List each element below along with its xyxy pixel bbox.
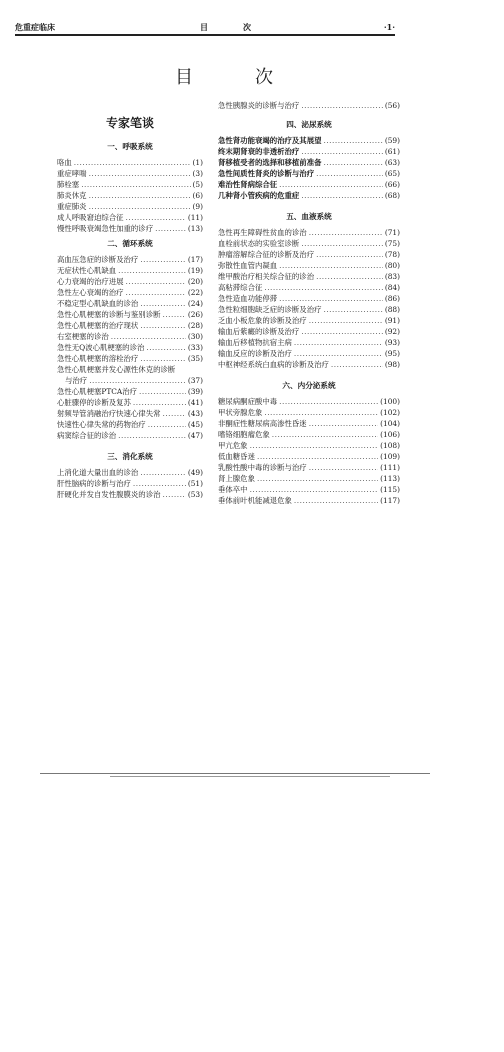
toc-entry[interactable]: 输血后移植物抗宿主病 ..... (93) [218, 337, 400, 348]
dot-leader [250, 440, 379, 451]
dot-leader [74, 157, 191, 168]
part-title-respiratory: 一、呼吸系统 [107, 142, 153, 151]
dot-leader [162, 489, 185, 500]
dot-leader [279, 293, 383, 304]
dot-leader [133, 478, 186, 489]
dot-leader [118, 430, 186, 441]
dot-leader [89, 168, 191, 179]
dot-leader [89, 190, 191, 201]
toc-entry[interactable]: 快速性心律失常的药物治疗 ..... (45) [57, 419, 203, 430]
dot-leader [301, 100, 383, 111]
running-header [15, 20, 395, 35]
toc-entry[interactable]: 急性左心衰竭的治疗 ..... (22) [57, 287, 203, 298]
dot-leader [279, 396, 378, 407]
dot-leader [89, 375, 186, 386]
toc-list-urinary [218, 135, 400, 201]
dot-leader [139, 386, 186, 397]
dot-leader [89, 201, 191, 212]
toc-entry[interactable]: 急性胰腺炎的诊断与治疗 ..... (56) [218, 100, 400, 111]
toc-entry[interactable]: 急性造血功能停滞 ..... (86) [218, 293, 400, 304]
toc-entry[interactable]: 心力衰竭的治疗进展 ..... (20) [57, 276, 203, 287]
dot-leader [148, 419, 186, 430]
dot-leader [309, 462, 378, 473]
dot-leader [146, 342, 185, 353]
dot-leader [140, 467, 186, 478]
toc-entry[interactable]: 急性间质性肾炎的诊断与治疗 ..... (65) [218, 168, 400, 179]
dot-leader [81, 179, 190, 190]
page-title-char-1: 目 [175, 67, 195, 88]
toc-entry[interactable]: 急性再生障碍性贫血的诊治 ..... (71) [218, 227, 400, 238]
toc-entry[interactable]: 几种肾小管疾病的危重症 ..... (68) [218, 190, 400, 201]
toc-entry[interactable]: 垂体卒中 ..... (115) [218, 484, 400, 495]
page-number: ·1· [383, 22, 395, 32]
bottom-rule [40, 773, 430, 774]
dot-leader [250, 484, 379, 495]
toc-entry[interactable]: 难治性肾病综合征 ..... (66) [218, 179, 400, 190]
dot-leader [133, 397, 186, 408]
toc-entry[interactable]: 弥散性血管内凝血 ..... (80) [218, 260, 400, 271]
page-title [175, 63, 275, 89]
dot-leader [323, 135, 382, 146]
toc-entry[interactable]: 甲状旁腺危象 ..... (102) [218, 407, 400, 418]
dot-leader [264, 282, 382, 293]
toc-entry[interactable]: 嗜铬细胞瘤危象 ..... (106) [218, 429, 400, 440]
part-title-circulatory: 二、循环系统 [107, 239, 153, 248]
toc-entry[interactable]: 肝性脑病的诊断与治疗 ..... (51) [57, 478, 203, 489]
toc-entry[interactable]: 不稳定型心肌缺血的诊治 ..... (24) [57, 298, 203, 309]
toc-entry[interactable]: 非酮症性糖尿病高渗性昏迷 ..... (104) [218, 418, 400, 429]
toc-entry[interactable]: 急性粒细胞缺乏症的诊断及治疗 ..... (88) [218, 304, 400, 315]
toc-list-digestive [57, 467, 203, 500]
dot-leader [331, 359, 383, 370]
dot-leader [126, 212, 186, 223]
toc-entry[interactable]: 心脏骤停的诊断及复苏 ..... (41) [57, 397, 203, 408]
toc-entry[interactable]: 重症肺炎 ..... (9) [57, 201, 203, 212]
toc-entry[interactable]: 急性心肌梗塞的治疗现状 ..... (28) [57, 320, 203, 331]
dot-leader [162, 408, 185, 419]
toc-entry[interactable]: 射频导管消融治疗快速心律失常 ..... (43) [57, 408, 203, 419]
toc-entry[interactable]: 上消化道大量出血的诊治 ..... (49) [57, 467, 203, 478]
dot-leader [279, 260, 383, 271]
toc-entry[interactable]: 糖尿病酮症酸中毒 ..... (100) [218, 396, 400, 407]
toc-entry[interactable]: 高血压急症的诊断及治疗 ..... (17) [57, 254, 203, 265]
dot-leader [264, 407, 378, 418]
dot-leader [257, 473, 378, 484]
running-title: 危重症临床 [15, 22, 55, 32]
toc-entry[interactable]: 急性无Q波心肌梗塞的诊治 ..... (33) [57, 342, 203, 353]
toc-entry[interactable]: 肿瘤溶解综合征的诊断及治疗 ..... (78) [218, 249, 400, 260]
toc-list-circulatory [57, 254, 203, 441]
toc-entry[interactable]: 高粘滞综合征 ..... (84) [218, 282, 400, 293]
dot-leader [301, 146, 383, 157]
toc-entry[interactable]: 甲亢危象 ..... (108) [218, 440, 400, 451]
toc-entry[interactable]: 输血后紫癜的诊断及治疗 ..... (92) [218, 326, 400, 337]
dot-leader [309, 418, 378, 429]
toc-entry[interactable]: 垂体前叶机能减退危象 ..... (117) [218, 495, 400, 506]
toc-entry[interactable]: 病窦综合征的诊治 ..... (47) [57, 430, 203, 441]
dot-leader [140, 298, 186, 309]
dot-leader [294, 337, 383, 348]
header-title-char-2: 次 [243, 22, 251, 32]
toc-entry[interactable]: 慢性呼吸衰竭急性加重的诊疗 ..... (13) [57, 223, 203, 234]
dot-leader [323, 304, 382, 315]
toc-entry[interactable]: 肾移植受者的选择和移植前准备 ..... (63) [218, 157, 400, 168]
header-title-char-1: 目 [200, 22, 208, 32]
toc-entry[interactable]: 中枢神经系统白血病的诊断及治疗 ..... (98) [218, 359, 400, 370]
toc-entry[interactable]: 与治疗 ..... (37) [57, 375, 203, 386]
toc-entry[interactable]: 低血糖昏迷 ..... (109) [218, 451, 400, 462]
toc-entry[interactable]: 乳酸性酸中毒的诊断与治疗 ..... (111) [218, 462, 400, 473]
toc-entry[interactable]: 急性心肌梗塞PTCA治疗 ..... (39) [57, 386, 203, 397]
dot-leader [309, 315, 383, 326]
header-rule [15, 34, 395, 36]
dot-leader [257, 451, 378, 462]
toc-entry[interactable]: 肾上腺危象 ..... (113) [218, 473, 400, 484]
dot-leader [301, 238, 383, 249]
dot-leader [294, 495, 378, 506]
section-title: 专家笔谈 [105, 116, 154, 130]
dot-leader [316, 249, 383, 260]
dot-leader [272, 429, 378, 440]
toc-entry[interactable]: 急性心肌梗塞的诊断与鉴别诊断 ..... (26) [57, 309, 203, 320]
dot-leader [309, 227, 383, 238]
toc-right-column [218, 100, 400, 506]
dot-leader [140, 320, 186, 331]
dot-leader [294, 348, 383, 359]
toc-entry[interactable]: 咯血 ..... (1) [57, 157, 203, 168]
toc-entry[interactable]: 维甲酸治疗相关综合征的诊治 ..... (83) [218, 271, 400, 282]
toc-entry[interactable]: 肝硬化并发自发性腹膜炎的诊治 ..... (53) [57, 489, 203, 500]
toc-entry[interactable]: 重症哮喘 ..... (3) [57, 168, 203, 179]
toc-entry[interactable]: 成人呼吸窘迫综合征 ..... (11) [57, 212, 203, 223]
dot-leader [155, 223, 186, 234]
toc-list-endocrine [218, 396, 400, 506]
part-title-urinary: 四、泌尿系统 [286, 120, 332, 129]
dot-leader [316, 168, 383, 179]
toc-entry[interactable]: 终末期肾衰的非透析治疗 ..... (61) [218, 146, 400, 157]
dot-leader [140, 353, 186, 364]
toc-list-respiratory [57, 157, 203, 234]
toc-entry[interactable]: 急性心肌梗塞的溶栓治疗 ..... (35) [57, 353, 203, 364]
part-title-digestive: 三、消化系统 [107, 452, 153, 461]
dot-leader [140, 254, 186, 265]
dot-leader [279, 179, 383, 190]
dot-leader [126, 287, 186, 298]
part-title-endocrine: 六、内分泌系统 [282, 381, 336, 390]
toc-entry[interactable]: 无症状性心肌缺血 ..... (19) [57, 265, 203, 276]
toc-entry[interactable]: 肺炎休克 ..... (6) [57, 190, 203, 201]
toc-entry-first-line[interactable]: 急性心肌梗塞并发心源性休克的诊断 [57, 365, 176, 374]
toc-entry[interactable]: 右室梗塞的诊治 ..... (30) [57, 331, 203, 342]
dot-leader [301, 326, 383, 337]
dot-leader [316, 271, 383, 282]
part-title-hematologic: 五、血液系统 [286, 212, 332, 221]
dot-leader [301, 190, 383, 201]
toc-entry[interactable]: 乏血小板危象的诊断及治疗 ..... (91) [218, 315, 400, 326]
page-title-char-2: 次 [255, 67, 275, 88]
toc-entry[interactable]: 输血反应的诊断及治疗 ..... (95) [218, 348, 400, 359]
dot-leader [323, 157, 382, 168]
bottom-rule-secondary [110, 776, 390, 777]
toc-left-column [57, 100, 203, 500]
toc-entry[interactable]: 急性肾功能衰竭的治疗及其展望 ..... (59) [218, 135, 400, 146]
dot-leader [162, 309, 185, 320]
dot-leader [111, 331, 186, 342]
toc-entry[interactable]: 血栓前状态的实验室诊断 ..... (75) [218, 238, 400, 249]
toc-entry[interactable]: 肺栓塞 ..... (5) [57, 179, 203, 190]
dot-leader [118, 265, 186, 276]
toc-list-hematologic [218, 227, 400, 370]
dot-leader [126, 276, 186, 287]
